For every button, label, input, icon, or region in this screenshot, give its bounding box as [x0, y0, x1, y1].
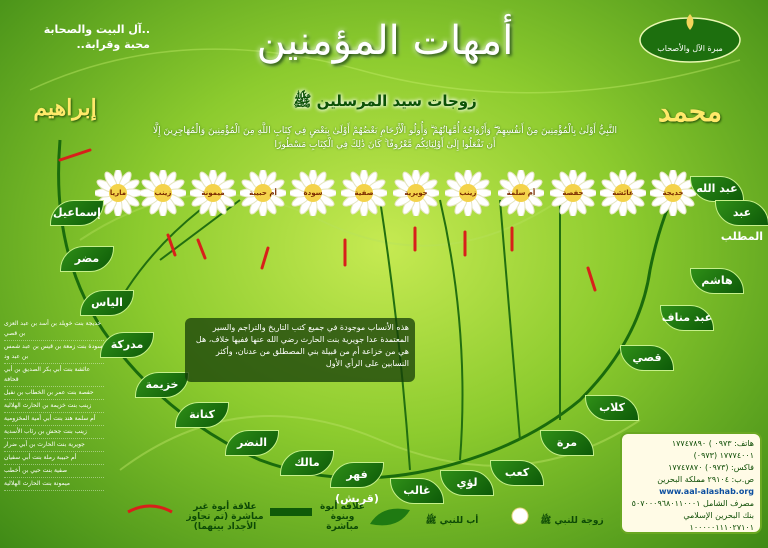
legend-direct: علاقة أبوة وبنوة مباشرة — [320, 502, 365, 532]
wife-name: صفية — [354, 189, 374, 197]
bank-account-1: مصرف الشامل ٥٠٧٠٠٠٩٦٨٠١١٠٠٠١ — [631, 499, 754, 508]
lineage-leaf: عبد مناف — [660, 305, 714, 331]
lineage-leaf: مدركة — [100, 332, 154, 358]
wife-name: سودة — [303, 189, 323, 197]
legend-father: أب للنبي ﷺ — [425, 516, 479, 526]
page-subtitle: زوجات سيد المرسلين ﷺ — [293, 92, 477, 110]
lineage-leaf: الياس — [80, 290, 134, 316]
logo-text: مبرة الآل والأصحاب — [657, 44, 723, 53]
wife-name: زينب — [459, 189, 477, 197]
lineage-leaf: كنانة — [175, 402, 229, 428]
mobile-number: (٠٩٧٣) ١٧٧٧٤٠٠١ — [693, 451, 754, 460]
list-item: أم سلمة هند بنت أبي أمية المخزومية — [4, 413, 104, 426]
wife-name: ماريا — [109, 189, 127, 197]
lineage-leaf: لؤي — [440, 470, 494, 496]
lineage-leaf: خزيمة — [135, 372, 189, 398]
flower-icon — [512, 508, 528, 524]
list-item: خديجة بنت خويلد بن أسد بن عبد العزى بن قصي — [4, 318, 104, 341]
leaf-icon — [370, 509, 410, 526]
lineage-leaf: عبد الله — [690, 176, 744, 202]
lineage-leaf: كعب — [490, 460, 544, 486]
list-item: زينب بنت خزيمة بن الحارث الهلالية — [4, 400, 104, 413]
list-item: حفصة بنت عمر بن الخطاب بن نفيل — [4, 387, 104, 400]
list-item: صفية بنت حيي بن أخطب — [4, 465, 104, 478]
lineage-leaf: كلاب — [585, 395, 639, 421]
list-item: ميمونة بنت الحارث الهلالية — [4, 478, 104, 491]
caption-line-1: آل البيت والصحابة.. — [43, 23, 150, 36]
lineage-leaf: مضر — [60, 246, 114, 272]
lineage-leaf: غالب — [390, 478, 444, 504]
list-item: أم حبيبة رملة بنت أبي سفيان — [4, 452, 104, 465]
wives-genealogy-list — [4, 318, 104, 538]
genealogy-note: هذه الأنساب موجودة في جميع كتب التاريخ والتراجم والسير المعتمدة عدا جويرية بنت الحارث رضي الله عنها ففيها خلاف، هل هي من خزاعة أم من قبيلة بني المصطلق من عدنان، وأكثر النسابين على الرأي الأول — [185, 318, 415, 382]
lineage-leaf: مرة — [540, 430, 594, 456]
list-item: جويرية بنت الحارث بن أبي ضرار — [4, 439, 104, 452]
indirect-arrow-icon — [128, 506, 172, 512]
caption-line-2: ..محبة وقرابة — [76, 38, 150, 51]
wife-name: حفصة — [562, 189, 584, 197]
lineage-leaf: النضر — [225, 430, 279, 456]
direct-line-icon — [270, 508, 312, 516]
ibrahim-name: إبراهيم — [33, 95, 97, 121]
legend — [120, 496, 620, 536]
muhammad-name: محمد — [658, 95, 722, 128]
legend-indirect: علاقة أبوة غير مباشرة (تم تجاوز الأجداد بينهما) — [186, 502, 264, 532]
wife-name: أم حبيبة — [249, 189, 277, 197]
lineage-leaf: قصي — [620, 345, 674, 371]
wife-name: أم سلمة — [506, 189, 536, 197]
fax-number: فاكس: (٠٩٧٣) ١٧٧٤٧٨٧٠ — [668, 463, 754, 472]
bank-account-2: بنك البحرين الإسلامي ١٠٠٠٠٠١١١٠٢٧١٠١ — [683, 511, 754, 532]
quran-verse: النَّبِيُّ أَوْلَىٰ بِالْمُؤْمِنِينَ مِنْ أَنفُسِهِمْ ۖ وَأَزْوَاجُهُ أُمَّهَاتُهُمْ ۗ وَأُولُو الْأَرْحَامِ بَعْضُهُمْ أَوْلَىٰ بِبَعْضٍ فِي كِتَابِ اللَّهِ مِنَ الْمُؤْمِنِينَ وَالْمُهَاجِرِينَ إِلَّا أَن تَفْعَلُوا إِلَىٰ أَوْلِيَائِكُم مَّعْرُوفًا ۚ كَانَ ذَٰلِكَ فِي الْكِتَابِ مَسْطُورًا — [153, 126, 617, 150]
legend-wife: زوجة للنبي ﷺ — [540, 516, 604, 526]
website-link[interactable]: www.aal-alashab.org — [659, 487, 754, 496]
contact-box — [620, 432, 762, 534]
lineage-leaf: عبد المطلب — [715, 200, 768, 226]
lineage-leaf: مالك — [280, 450, 334, 476]
po-box: ص.ب: ٢٩١٠٤ مملكة البحرين — [657, 475, 754, 484]
wife-name: جويرية — [404, 189, 428, 197]
list-item: سودة بنت زمعة بن قيس بن عبد شمس بن عبد ود — [4, 341, 104, 364]
list-item: عائشة بنت أبي بكر الصديق بن أبي قحافة — [4, 364, 104, 387]
page-title: أمهات المؤمنين — [256, 18, 514, 64]
phone-number: هاتف: ٠٩٧٣ ) ١٧٧٤٧٨٩٠ — [671, 439, 754, 448]
list-item: زينب بنت جحش بن رئاب الأسدية — [4, 426, 104, 439]
lineage-leaf: فهر (قريش) — [330, 462, 384, 488]
wife-name: زينب — [154, 189, 172, 197]
wife-name: عائشة — [612, 189, 634, 197]
lineage-leaf: إسماعيل — [50, 200, 104, 226]
wife-name: ميمونة — [201, 189, 225, 197]
lineage-leaf: هاشم — [690, 268, 744, 294]
wife-name: خديجة — [662, 189, 684, 197]
